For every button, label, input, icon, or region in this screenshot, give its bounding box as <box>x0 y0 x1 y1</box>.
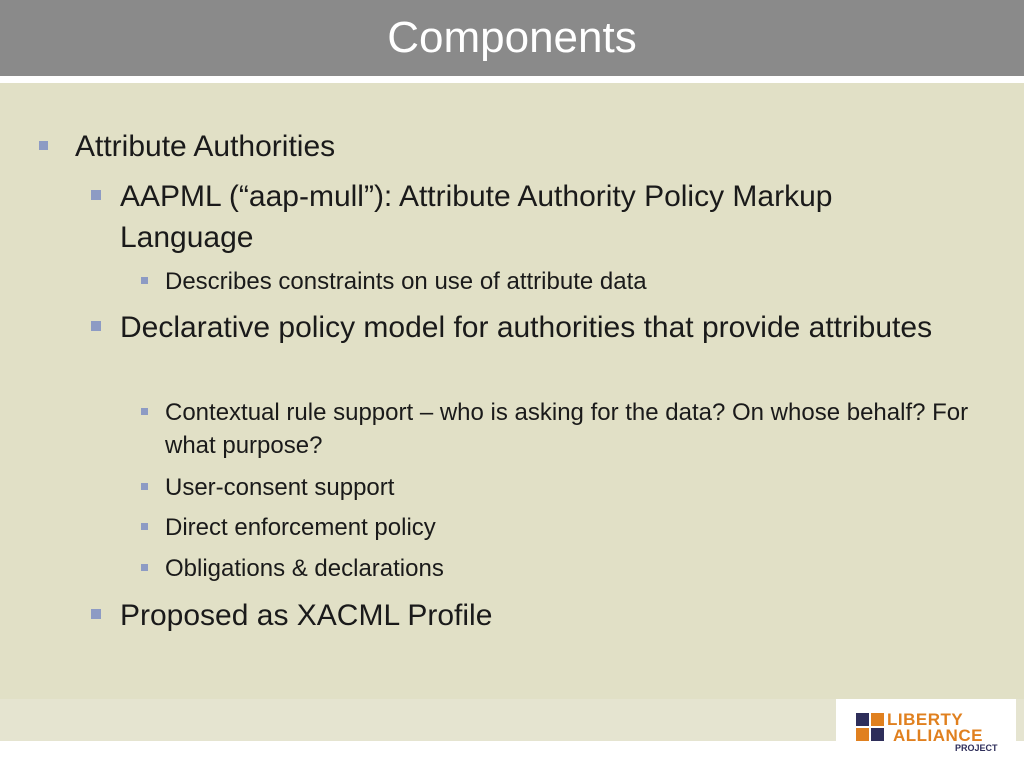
bullet-text: Describes constraints on use of attribute data <box>165 268 647 295</box>
bullet-text: User-consent support <box>165 474 395 501</box>
logo-text-project: PROJECT <box>955 743 998 753</box>
logo-text-liberty: LIBERTY <box>887 710 964 729</box>
bullet-aapml <box>120 176 970 258</box>
bullet-direct-enforcement <box>165 511 965 544</box>
logo-square-icon <box>856 713 869 726</box>
logo-square-icon <box>871 713 884 726</box>
bullet-text: Direct enforcement policy <box>165 514 436 541</box>
slide-title: Components <box>387 13 637 62</box>
bullet-marker-icon <box>91 190 101 200</box>
title-divider <box>0 76 1024 83</box>
bullet-user-consent <box>165 471 965 504</box>
bullet-xacml-profile <box>120 595 970 636</box>
bullet-text: AAPML (“aap-mull”): Attribute Authority Policy Markup Language <box>120 180 833 254</box>
bullet-text: Declarative policy model for authorities that provide attributes <box>120 311 933 344</box>
bullet-marker-icon <box>141 408 148 415</box>
bullet-describes-constraints <box>165 265 965 298</box>
bullet-marker-icon <box>141 277 148 284</box>
bullet-text: Contextual rule support – who is asking for the data? On whose behalf? For what purpose? <box>165 399 969 459</box>
bullet-attribute-authorities <box>75 127 975 167</box>
bullet-declarative-policy <box>120 307 970 348</box>
bullet-contextual-rule <box>165 396 985 462</box>
logo-text-alliance: ALLIANCE <box>893 726 983 745</box>
bullet-text: Attribute Authorities <box>75 130 336 163</box>
liberty-alliance-logo <box>836 699 1016 761</box>
bullet-marker-icon <box>91 321 101 331</box>
bullet-marker-icon <box>141 483 148 490</box>
bullet-text: Proposed as XACML Profile <box>120 599 493 632</box>
bullet-marker-icon <box>141 564 148 571</box>
bullet-marker-icon <box>39 141 48 150</box>
bullet-marker-icon <box>141 523 148 530</box>
bullet-obligations <box>165 552 965 585</box>
bullet-text: Obligations & declarations <box>165 555 444 582</box>
logo-square-icon <box>871 728 884 741</box>
bullet-marker-icon <box>91 609 101 619</box>
logo-square-icon <box>856 728 869 741</box>
